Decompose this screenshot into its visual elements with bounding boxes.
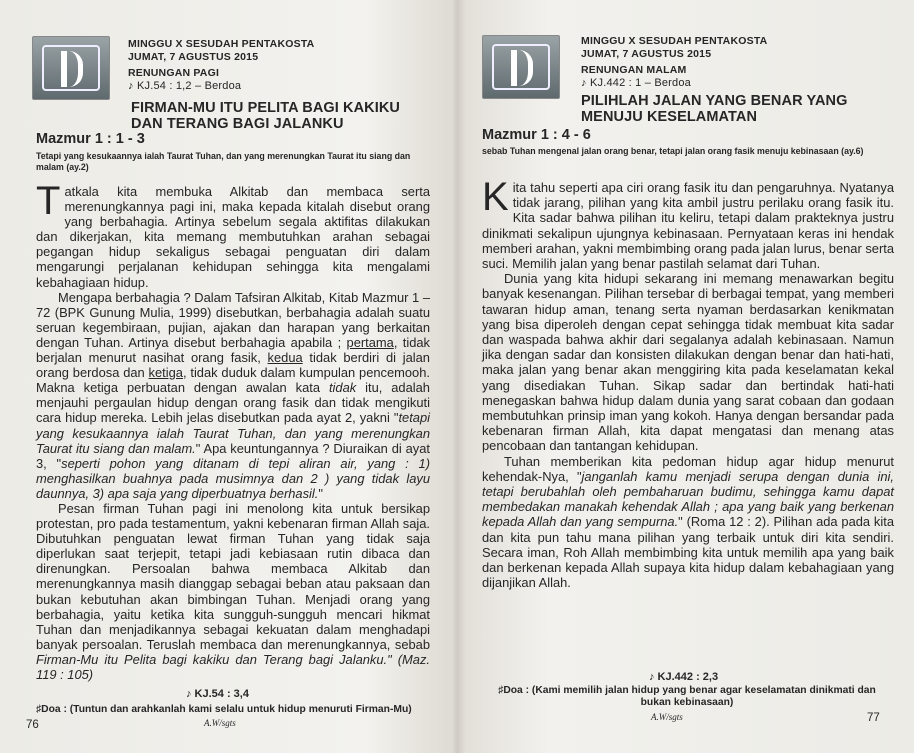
devotion-title: PILIHLAH JALAN YANG BENAR YANG MENUJU KESELAMATAN [581,93,848,125]
date-label: JUMAT, 7 AGUSTUS 2015 [581,48,712,60]
paragraph: Kita tahu seperti apa ciri orang fasik itu dan pengaruhnya. Nyatanya tidak jarang, pilihan yang kita ambil justru perilaku orang fasik itu. Kita sadar bahwa pilihan itu keliru, tetapi dalam prakteknya justru dinikmati sekalipun ujungnya kebinasaan. Pernyataan keras ini hendak memberi arahan, yakni membimbing orang pada jalan lurus, benar serta suci. Memilih jalan yang benar pastilah selamat dari Tuhan. [482,175,895,272]
logo-frame [492,44,550,90]
devotion-header [581,35,767,90]
paragraph: Pesan firman Tuhan pagi ini menolong kita untuk bersikap protestan, pro pada testamentum, yakni kebenaran firman Allah saja. Dibutuhkan penguatan lewat firman Tuhan yang tidak saja diperlukan saat terjepit, tetapi jadi kebiasaan rutin dibaca dan direnungkan. Persoalan bahwa membaca Alkitab dan merenungkannya masih dianggap sebagai beban atau paksaan dan bukan kebutuhan akan bimbingan Tuhan. Menjadi orang yang berbahagia, yaitu ketika kita sungguh-sungguh mencari hikmat Tuhan dan menjadikannya sebagai kekuatan dalam menghadapi banyak persoalan. Teruslah membaca dan merenungkannya, sebab Firman-Mu itu Pelita bagi kakiku dan Terang bagi Jalanku." (Maz. 119 : 105) [36,500,430,682]
date-label: JUMAT, 7 AGUSTUS 2015 [128,51,259,63]
drop-cap: T [36,179,61,223]
paragraph: Tuhan memberikan kita pedoman hidup agar hidup menurut kehendak-Nya, "janganlah kamu menjadi serupa dengan dunia ini, tetapi berubahlah oleh pembaharuan budimu, sehingga kamu dapat membedakan manakah kehendak Allah ; apa yang baik yang berkenan kepada Allah dan yang sempurna." (Roma 12 : 2). Pilihan ada pada kita dan kita pun tahu mana pilihan yang terbaik untuk diri kita sendiri. Secara iman, Roh Allah membimbing kita untuk memilih apa yang baik dan berkenan kepada Allah supaya kita hidup dalam kebahagiaan yang dijanjikan Allah. [482,453,894,591]
key-verse: sebab Tuhan mengenal jalan orang benar, tetapi jalan orang fasik menuju kebinasaan (ay.6) [482,146,864,156]
left-page [0,0,455,753]
scripture-reference: Mazmur 1 : 4 - 6 [482,127,591,143]
page-number: 77 [867,712,880,724]
page-number: 76 [26,719,39,731]
scripture-reference: Mazmur 1 : 1 - 3 [36,131,145,147]
opening-hymn: ♪ KJ.54 : 1,2 – Berdoa [128,80,242,92]
paragraph: Dunia yang kita hidupi sekarang ini memang menawarkan begitu banyak kesenangan. Pilihan tersebar di berbagai tempat, yang memberi tawaran hidup aman, tenang serta nyaman berdasarkan kenikmatan yang bisa diperoleh dengan cepat sehingga tidak membuat kita sadar dan waspada bahwa akhir dari segalanya adalah kebinasaan. Namun jika dengan sadar dan konsisten dilakukan dengan benar dan hati-hati, maka jalan yang benar akan menggiring kita pada keselamatan kekal yang disediakan Tuhan. Sikap sadar dan bertindak hati-hati menegaskan bahwa hidup dalam dunia yang sarat cobaan dan godaan membutuhkan prinsip iman yang kokoh. Hanya dengan bersandar pada kebenaran firman Allah, kita dapat mengatasi dan menang atas pencobaan dan tantangan kehidupan. [482,271,894,454]
author-signature: A.W/sgts [204,718,236,728]
logo-frame [42,45,100,91]
session-label: RENUNGAN MALAM [581,64,687,76]
key-verse: Tetapi yang kesukaannya ialah Taurat Tuhan, dan yang merenungkan Taurat itu siang dan malam (ay.2) [36,151,411,172]
logo-mark-icon [61,51,83,87]
closing-prayer: ♯Doa : (Tuntun dan arahkanlah kami selalu untuk hidup menuruti Firman-Mu) [36,704,412,715]
devotion-body [36,179,430,682]
drop-cap: K [482,175,509,219]
devotion-header [128,38,314,93]
author-signature: A.W/sgts [651,712,683,722]
closing-prayer: ♯Doa : (Kami memilih jalan hidup yang benar agar keselamatan dinikmati dan bukan kebinasaan) [498,685,876,708]
logo-mark-icon [511,50,533,86]
church-logo [32,36,110,100]
right-page [461,0,914,753]
devotion-title: FIRMAN-MU ITU PELITA BAGI KAKIKU DAN TERANG BAGI JALANKU [131,100,401,132]
session-label: RENUNGAN PAGI [128,67,220,79]
church-logo [482,35,560,99]
devotion-body [482,175,895,591]
paragraph: Mengapa berbahagia ? Dalam Tafsiran Alkitab, Kitab Mazmur 1 – 72 (BPK Gunung Mulia, 1999) disebutkan, berbahagia adalah suatu seruan kegembiraan, pujian, ajakan dan harapan yang berkaitan dengan Tuhan. Artinya disebut berbahagia apabila ; pertama, tidak berjalan menurut nasihat orang fasik, kedua tidak berdiri di jalan orang berdosa dan ketiga, tidak duduk dalam kumpulan pencemooh. Makna ketiga perbuatan dengan awalan kata tidak itu, adalah menjauhi pergaulan hidup dengan orang fasik dan tidak mengikuti cara hidup mereka. Lebih jelas disebutkan pada ayat 2, yakni "tetapi yang kesukaannya ialah Taurat Tuhan, dan yang merenungkan Taurat itu siang dan malam." Apa keuntungannya ? Diuraikan di ayat 3, "seperti pohon yang ditanam di tepi aliran air, yang : 1) menghasilkan buahnya pada musimnya dan 2 ) yang tidak layu daunnya, 3) apa saja yang diperbuatnya berhasil." [36,289,430,501]
week-label: MINGGU X SESUDAH PENTAKOSTA [128,38,315,50]
opening-hymn: ♪ KJ.442 : 1 – Berdoa [581,77,691,89]
paragraph: Tatkala kita membuka Alkitab dan membaca serta merenungkannya pagi ini, maka kepada kitalah disebut orang yang berbahagia. Artinya sebelum segala aktifitas dilakukan dan dikerjakan, kita memang membutuhkan arahan sebagai pegangan hidup sekaligus sebagai penguatan diri dalam mengarungi perjalanan kehidupan sehingga kita mengalami kebahagiaan hidup. [36,179,430,290]
closing-hymn: ♪ KJ.54 : 3,4 [186,688,249,700]
week-label: MINGGU X SESUDAH PENTAKOSTA [581,35,768,47]
closing-hymn: ♪ KJ.442 : 2,3 [649,671,719,683]
